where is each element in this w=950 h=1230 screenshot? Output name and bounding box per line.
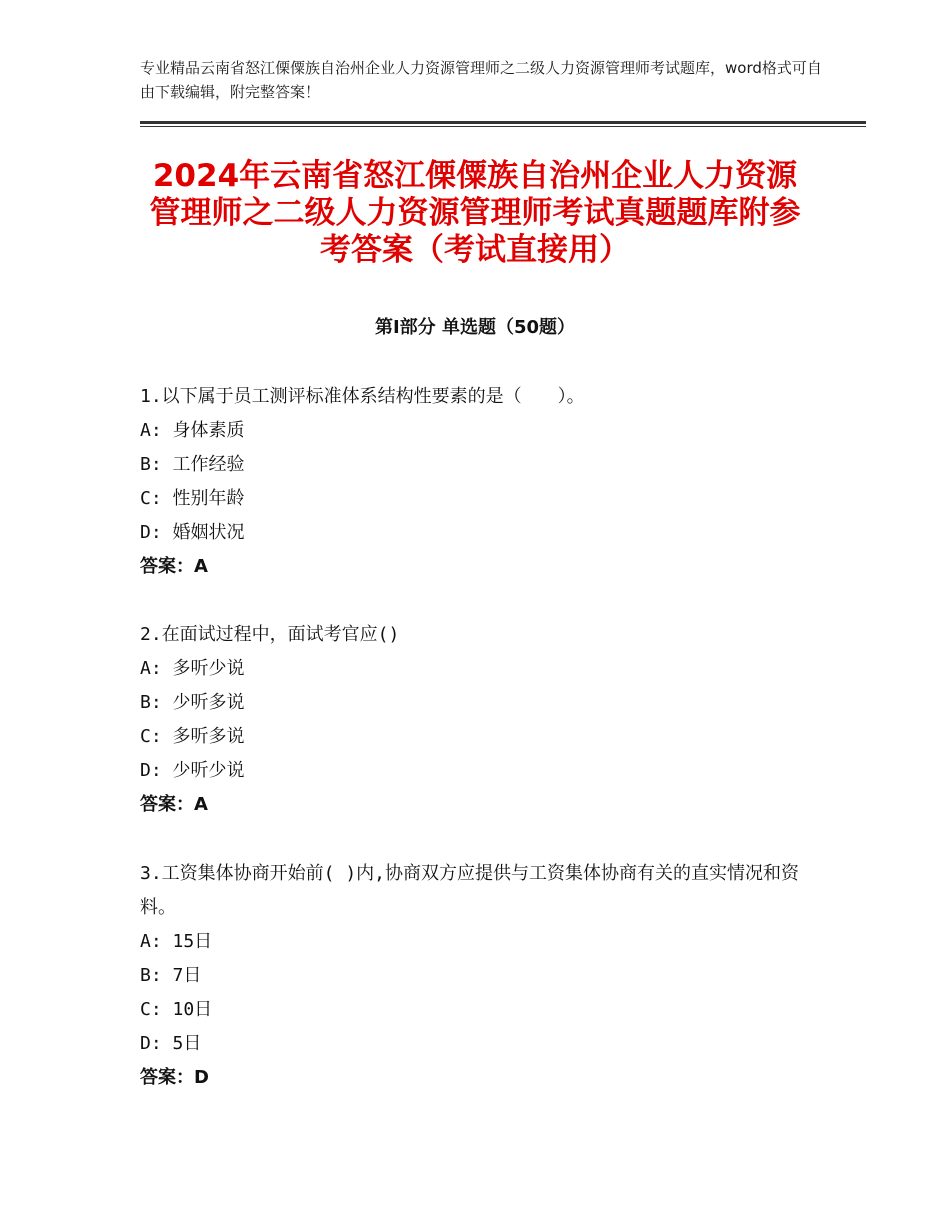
answer-label: 答案：A <box>140 794 208 815</box>
question-stem: 3.工资集体协商开始前( )内,协商双方应提供与工资集体协商有关的直实情况和资料。 <box>140 863 800 918</box>
header-note: 专业精品云南省怒江傈僳族自治州企业人力资源管理师之二级人力资源管理师考试题库，word格式可自由下载编辑，附完整答案！ <box>140 59 822 101</box>
section-heading: 第Ⅰ部分 单选题（50题） <box>374 317 575 338</box>
question-1 <box>140 380 820 584</box>
question-3 <box>140 857 820 1095</box>
document-title: 2024年云南省怒江傈僳族自治州企业人力资源管理师之二级人力资源管理师考试真题题库附参考答案（考试直接用） <box>149 158 801 268</box>
option-b: B: 少听多说 <box>140 692 245 713</box>
option-a: A: 多听少说 <box>140 658 245 679</box>
answer-label: 答案：D <box>140 1067 209 1088</box>
option-b: B: 工作经验 <box>140 454 245 475</box>
option-a: A: 15日 <box>140 931 213 952</box>
option-b: B: 7日 <box>140 965 202 986</box>
question-2 <box>140 618 820 822</box>
header-rule-thick <box>140 121 866 124</box>
option-c: C: 10日 <box>140 999 213 1020</box>
option-c: C: 多听多说 <box>140 726 245 747</box>
option-a: A: 身体素质 <box>140 420 245 441</box>
question-stem: 2.在面试过程中，面试考官应() <box>140 624 400 645</box>
header-rule-thin <box>140 126 866 127</box>
option-d: D: 少听少说 <box>140 760 245 781</box>
option-d: D: 5日 <box>140 1033 202 1054</box>
option-c: C: 性别年龄 <box>140 488 245 509</box>
option-d: D: 婚姻状况 <box>140 522 245 543</box>
question-stem: 1.以下属于员工测评标准体系结构性要素的是（ ）。 <box>140 386 585 407</box>
answer-label: 答案：A <box>140 556 208 577</box>
